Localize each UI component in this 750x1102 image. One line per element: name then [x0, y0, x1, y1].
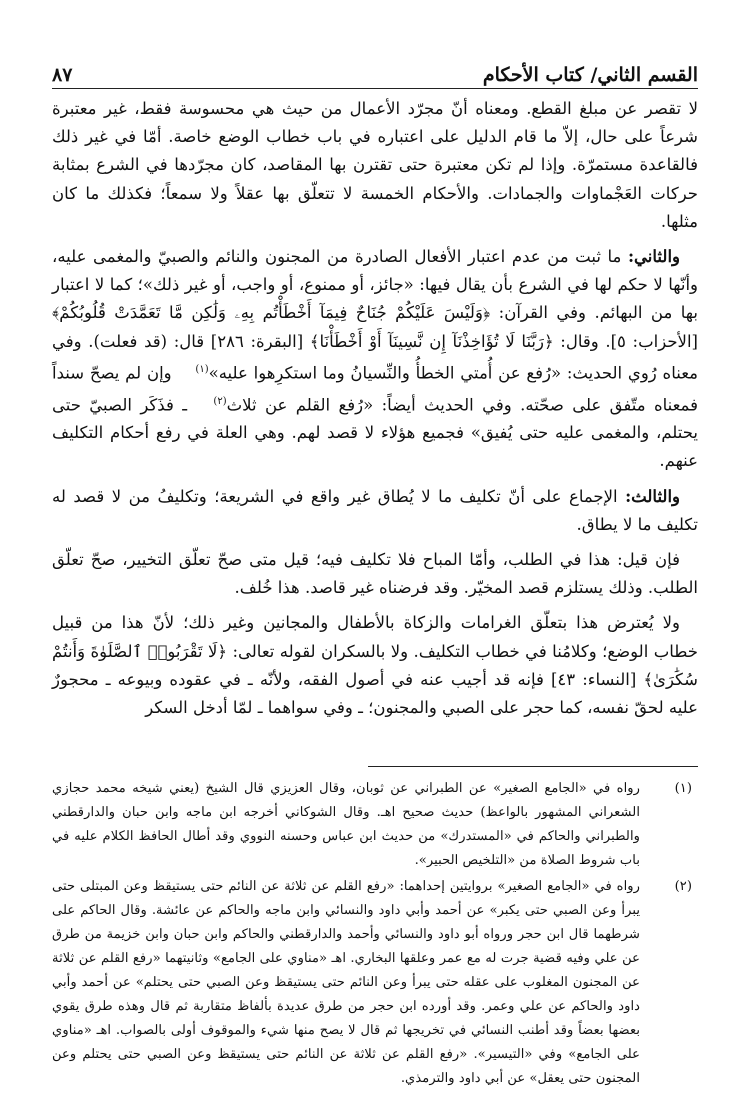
- footnote-text: رواه في «الجامع الصغير» بروايتين إحداهما: «رفع القلم عن ثلاثة عن النائم حتى يستيقظ وعن المبتلى حتى يبرأ وعن الصبي حتى يكبر» عن أحمد وأبي داود والنسائي وابن ماجه والحاكم عن عائشة. وقال الحاكم على شرطهما قال ابن حجر ورواه أبو داود والنسائي وأحمد والدارقطني والحاكم وابن حبان وابن خزيمة من طرق عن علي وفيه قضية جرت له مع عمر وعلقها البخاري. اهـ «مناوي على الجامع» وثانيتهما «رفع القلم عن ثلاثة عن المجنون المغلوب على عقله حتى يبرأ وعن النائم حتى يستيقظ وعن الصبي حتى يحتلم» عن أحمد وأبي داود والحاكم عن علي وعمر. وقد أورده ابن حجر من طرق عديدة بألفاظ متقاربة ثم قال وهذه طرق يقوي بعضها بعضاً وقد أطنب النسائي في تخريجها ثم قال لا يصح منها شيء والموقوف أولى بالصواب. اهـ «مناوي على الجامع» وفي «التيسير». «رفع القلم عن ثلاثة عن النائم حتى يستيقظ وعن الصبي حتى يحتلم وعن المجنون حتى يعقل» عن أبي داود والترمذي.: [52, 879, 640, 1087]
- footnote-number: (٢): [674, 879, 692, 895]
- running-header: [52, 52, 698, 89]
- footnotes: [52, 777, 698, 1091]
- paragraph-2-text: ما ثبت من عدم اعتبار الأفعال الصادرة من المجنون والنائم والصبيّ والمغمى عليه، وأنّها لا حكم لها في الشرع بأن يقال فيها: «جائز، أو ممنوع، أو واجب، أو غير ذلك»؛ كما لا اعتبار بها من البهائم. وفي القرآن: ﴿وَلَيْسَ عَلَيْكُمْ جُنَاحٌ فِيمَآ أَخْطَأْتُم بِهِۦ وَلَٰكِن مَّا تَعَمَّدَتْ قُلُوبُكُمْ﴾ [الأحزاب: ٥]. وقال: ﴿رَبَّنَا لَا تُؤَاخِذْنَآ إِن نَّسِينَآ أَوْ أَخْطَأْنَا﴾ [البقرة: ٢٨٦] قال: (قد فعلت). وفي معناه رُوي الحديث: «رُفع عن أُمتي الخطأُ والنِّسيانُ وما استكرِهوا عليه»: [52, 247, 698, 383]
- paragraph-3: [52, 483, 698, 539]
- footnote-separator: [368, 766, 698, 767]
- page-number: ٨٧: [52, 64, 73, 86]
- main-text: [52, 95, 698, 722]
- paragraph-lead: والثالث:: [625, 486, 680, 506]
- footnote: [52, 875, 698, 1091]
- paragraph-2-cont: وإن لم يصحّ سنداً فمعناه متّفق على صحّته. وفي الحديث أيضاً: «رُفع القلم عن ثلاث: [52, 363, 698, 415]
- footnote-text: رواه في «الجامع الصغير» عن الطبراني عن ثوبان، وقال العزيزي قال الشيخ (يعني شيخه محمد حجازي الشعراني المشهور بالواعظ) حديث صحيح اهـ. وقال الشوكاني أخرجه ابن ماجه وابن حبان والدارقطني والطبراني والحاكم في «المستدرك» من حديث ابن عباس وحسنه النووي وقد أطال الحافظ الكلام عليه في باب شروط الصلاة من «التلخيص الحبير».: [52, 781, 640, 869]
- paragraph-4: فإن قيل: هذا في الطلب، وأمّا المباح فلا تكليف فيه؛ قيل متى صحّ تعلّق التخيير، صحّ تعلّق الطلب. وذلك يستلزم قصد المخيّر. وقد فرضناه غير قاصد. هذا خُلف.: [52, 550, 698, 598]
- footnote: [52, 777, 698, 873]
- footnote-ref-1[interactable]: (١): [195, 363, 209, 375]
- paragraph-3-text: الإجماع على أنّ تكليف ما لا يُطاق غير واقع في الشريعة؛ وتكليفُ من لا قصد له تكليف ما لا يطاق.: [52, 486, 698, 534]
- paragraph-2: [52, 243, 698, 476]
- footnote-number: (١): [674, 781, 692, 797]
- paragraph-lead: والثاني:: [627, 247, 680, 267]
- footnote-ref-2[interactable]: (٢): [213, 395, 227, 407]
- header-title: القسم الثاني/ كتاب الأحكام: [482, 64, 698, 86]
- paragraph-1: لا تقصر عن مبلغ القطع. ومعناه أنّ مجرّد الأعمال من حيث هي محسوسة فقط، غير معتبرة شرعاً على حال، إلاّ ما قام الدليل على اعتباره في باب خطاب الوضع خاصة. أمّا في غير ذلك فالقاعدة مستمرّة. وإذا لم تكن معتبرة حتى تقترن بها المقاصد، كان مجرّدها في الشرع بمثابة حركات العَجْماوات والجمادات. والأحكام الخمسة لا تتعلّق بها عقلاً ولا سمعاً؛ فكذلك ما كان مثلها.: [52, 99, 698, 231]
- paragraph-2-end: ـ فذَكَر الصبيّ حتى يحتلم، والمغمى عليه حتى يُفيق» فجميع هؤلاء لا قصد لهم. وهي العلة في رفع أحكام التكليف عنهم.: [52, 395, 698, 471]
- paragraph-5: ولا يُعترض هذا بتعلّق الغرامات والزكاة بالأطفال والمجانين وغير ذلك؛ لأنّ هذا من قبيل خطاب الوضع؛ وكلامُنا في خطاب التكليف. ولا بالسكران لقوله تعالى: ﴿لَا تَقْرَبُوا۟ ٱلصَّلَوٰةَ وَأَنتُمْ سُكَٰرَىٰ﴾ [النساء: ٤٣] فإنه قد أجيب عنه في أصول الفقه، ولأنّه ـ في عقوده وبيوعه ـ محجورٌ عليه لحقّ نفسه، كما حجر على الصبي والمجنون؛ ـ وفي سواهما ـ لمّا أدخل السكر: [52, 613, 698, 718]
